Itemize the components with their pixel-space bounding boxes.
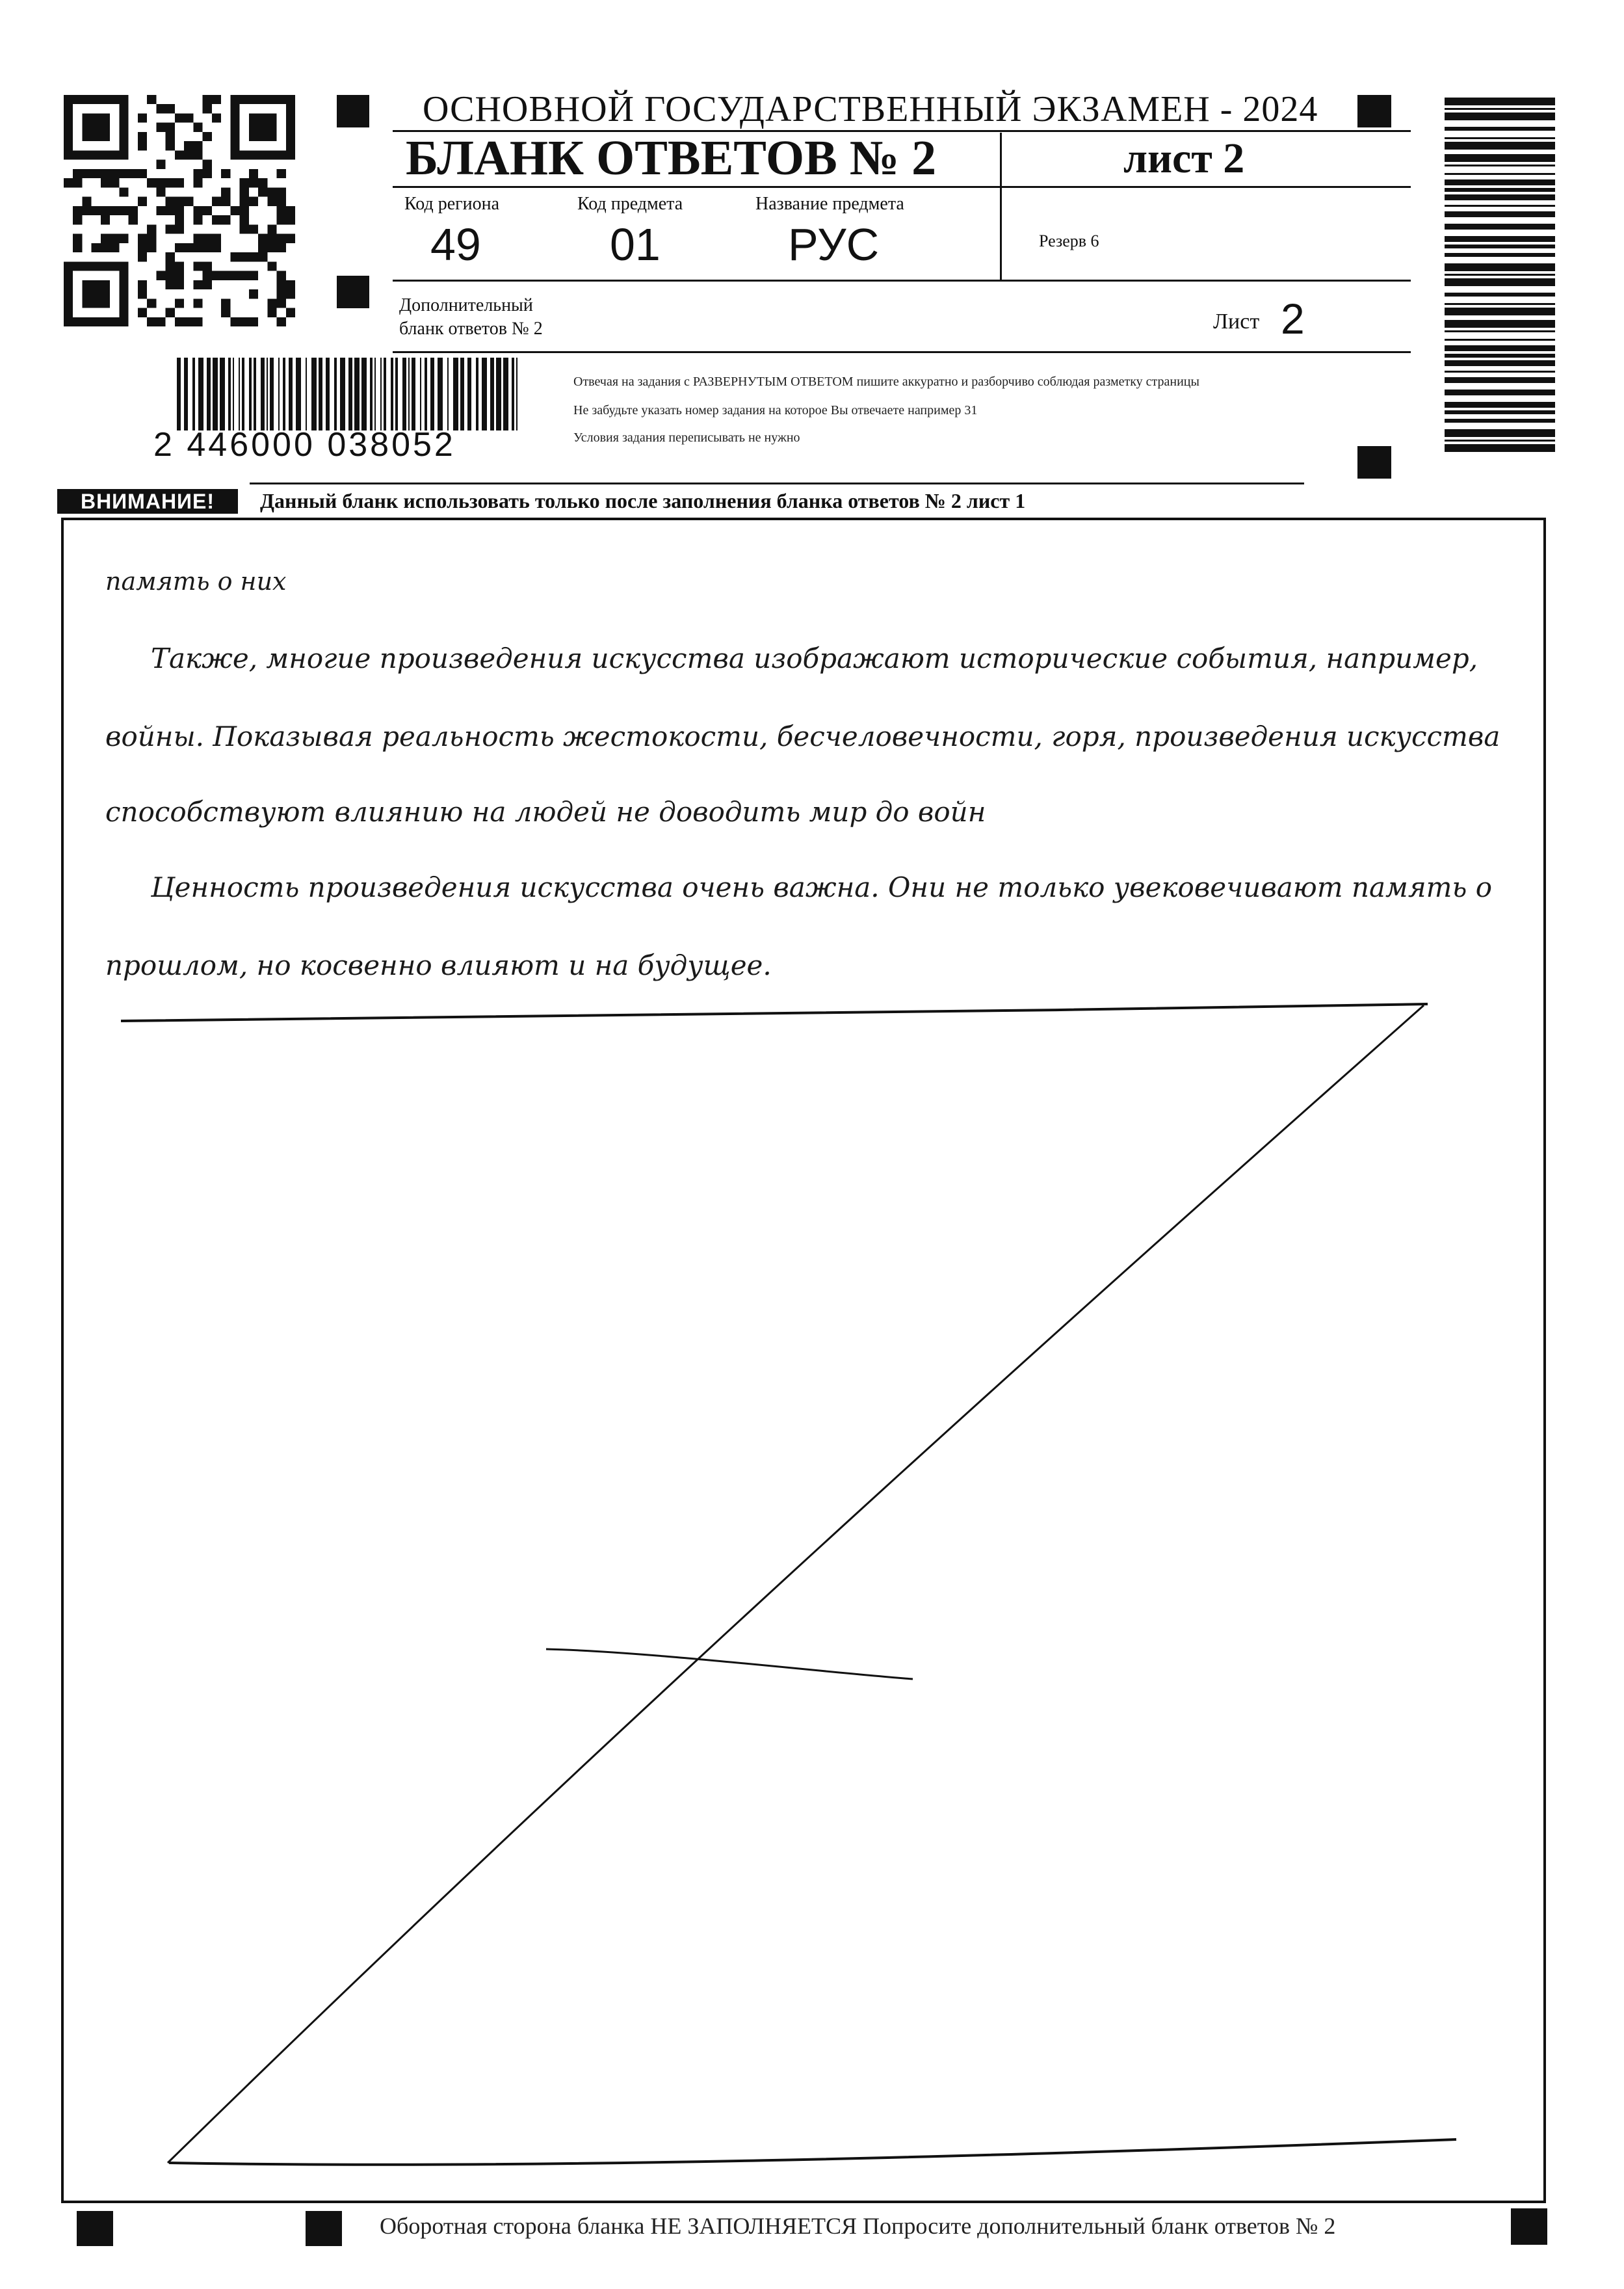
subject-name-value: РУС	[788, 219, 880, 270]
reserve-label: Резерв 6	[1039, 232, 1099, 250]
sheet-title: лист 2	[1123, 135, 1245, 182]
header-rule-mid	[393, 186, 1411, 188]
footer-note: Оборотная сторона бланка НЕ ЗАПОЛНЯЕТСЯ Попросите дополнительный бланк ответов № 2	[380, 2213, 1336, 2239]
instruction-line: Не забудьте указать номер задания на которое Вы отвечаете например 31	[573, 403, 978, 417]
header-rule-lower	[393, 280, 1411, 282]
subject-code-value: 01	[610, 219, 661, 270]
header-rule-bottom	[393, 351, 1411, 353]
subject-code-label: Код предмета	[577, 194, 683, 214]
header-divider	[1000, 133, 1002, 280]
alignment-marker-mid-left	[337, 276, 369, 308]
alignment-marker-bottom-right	[1511, 2208, 1547, 2245]
form-title: БЛАНК ОТВЕТОВ № 2	[406, 131, 937, 185]
instruction-line: Отвечая на задания с РАЗВЕРНУТЫМ ОТВЕТОМ пишите аккуратно и разборчиво соблюдая разметку страницы	[573, 375, 1199, 389]
answer-line: прошлом, но косвенно влияют и на будущее.	[105, 949, 772, 981]
subject-name-label: Название предмета	[755, 194, 904, 214]
alignment-marker-bottom-mid	[306, 2211, 342, 2246]
qr-code	[62, 95, 296, 326]
answer-line: память о них	[105, 567, 287, 596]
sheet-value: 2	[1281, 295, 1305, 343]
horizontal-barcode	[177, 358, 528, 430]
answer-line: способствуют влиянию на людей не доводить мир до войн	[105, 796, 986, 828]
instruction-line: Условия задания переписывать не нужно	[573, 430, 800, 445]
vertical-barcode	[1445, 98, 1555, 462]
alignment-marker-mid-right	[1357, 446, 1391, 479]
region-value: 49	[430, 219, 481, 270]
warning-text: Данный бланк использовать только после заполнения бланка ответов № 2 лист 1	[260, 489, 1026, 512]
extra-form-label-line1: Дополнительный	[399, 295, 533, 315]
warning-badge: ВНИМАНИЕ!	[57, 489, 238, 514]
sheet-label: Лист	[1213, 310, 1260, 334]
answer-line: Ценность произведения искусства очень важна. Они не только увековечивают память о	[151, 871, 1493, 903]
answer-area[interactable]	[61, 518, 1546, 2203]
alignment-marker-top-left	[337, 95, 369, 127]
barcode-number: 2 446000 038052	[153, 426, 456, 464]
exam-title: ОСНОВНОЙ ГОСУДАРСТВЕННЫЙ ЭКЗАМЕН - 2024	[423, 89, 1318, 129]
extra-form-label-line2: бланк ответов № 2	[399, 319, 543, 339]
region-label: Код региона	[404, 194, 500, 214]
instruction-rule	[250, 483, 1304, 484]
answer-line: войны. Показывая реальность жестокости, бесчеловечности, горя, произведения искусства	[105, 721, 1500, 752]
answer-line: Также, многие произведения искусства изображают исторические события, например,	[151, 642, 1478, 674]
alignment-marker-bottom-left	[77, 2211, 113, 2246]
alignment-marker-top-right	[1357, 95, 1391, 127]
